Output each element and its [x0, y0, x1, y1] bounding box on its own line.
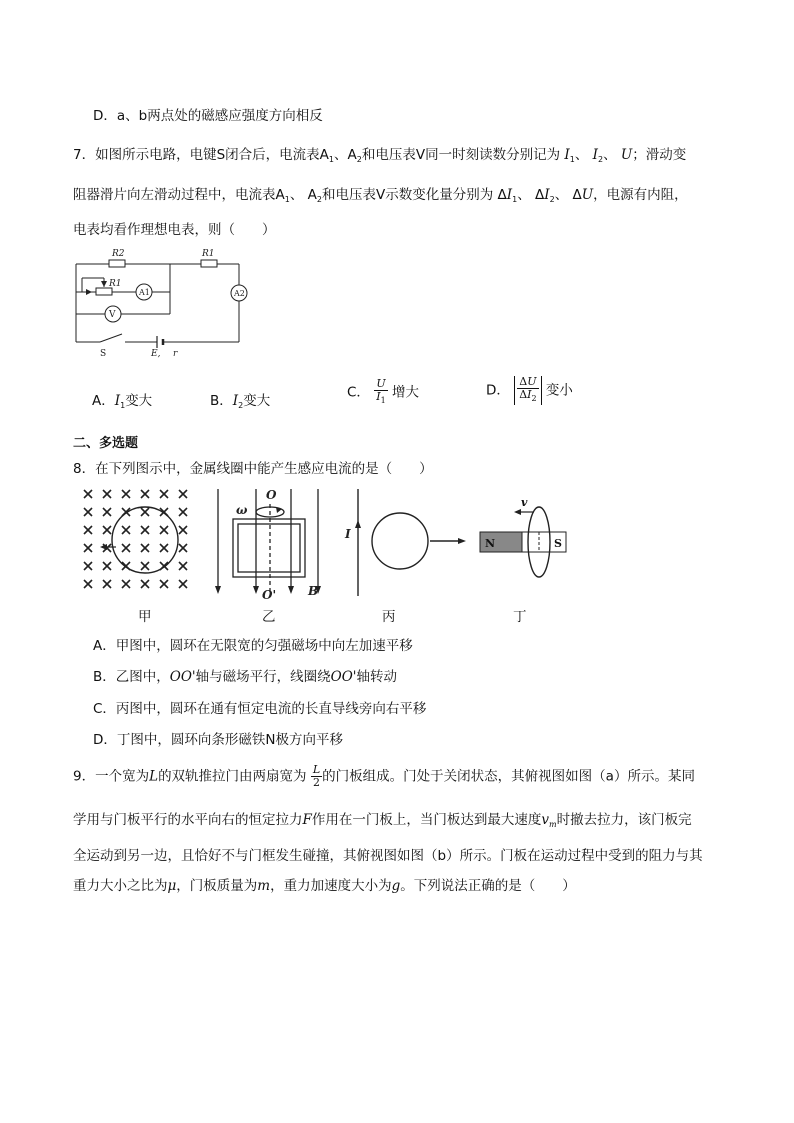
q7-option-c: C． $\frac{U}{I_1}$ 增大	[347, 377, 419, 405]
label-o: O	[266, 488, 277, 502]
q7-line-2: 阻器滑片向左滑动过程中，电流表$A_1$、 $A_2$和电压表V示数变化量分别为 $\Delta I_1$、 $\Delta I_2$、 ΔU，电源有内阻，	[73, 187, 688, 204]
label-a1: A1	[139, 288, 150, 297]
label-r1: R1	[109, 279, 122, 289]
q8-option-a: A．甲图中，圆环在无限宽的匀强磁场中向左加速平移	[93, 638, 413, 654]
caption-yi: 乙	[262, 609, 276, 625]
label-r2: R2	[112, 249, 125, 259]
figure-jia	[84, 490, 187, 588]
label-n: N	[485, 537, 496, 550]
fraction-u-over-i1: $\frac{U}{I_1}$	[376, 377, 386, 405]
q9-line-1: 9．一个宽为L的双轨推拉门由两扇宽为 $\frac{L}{2}$ 的门板组成。门处于关闭状态，其俯视图如图（a）所示。某同	[73, 763, 695, 789]
q7-line-3: 电表均看作理想电表，则（ ）	[73, 222, 276, 238]
abs-fraction-du-over-di2: $\frac{\Delta U}{\Delta I_2}$	[514, 376, 541, 405]
label-i: I	[345, 527, 351, 541]
q9-line-4: 重力大小之比为μ，门板质量为m，重力加速度大小为g。下列说法正确的是（ ）	[73, 878, 576, 894]
q7-option-b: B．$I_2$变大	[210, 393, 271, 410]
q7-circuit-diagram	[70, 244, 250, 360]
q7-option-a: A．$I_1$变大	[92, 393, 153, 410]
caption-jia: 甲	[138, 609, 152, 625]
q8-option-d: D．丁图中，圆环向条形磁铁N极方向平移	[93, 732, 343, 748]
label-r1-top: R1	[202, 249, 215, 259]
q7-line-1: 7．如图所示电路，电键S闭合后，电流表$A_1$、$A_2$和电压表V同一时刻读数分别记为 $I_1$、 $I_2$、 U；滑动变	[73, 147, 687, 164]
fraction-l-over-2: $\frac{L}{2}$	[312, 763, 321, 789]
label-v: V	[109, 310, 116, 320]
q8-option-c: C．丙图中，圆环在通有恒定电流的长直导线旁向右平移	[93, 701, 427, 717]
label-o-prime: O'	[262, 588, 277, 602]
label-e: E,	[151, 349, 161, 359]
label-b: B	[308, 584, 319, 598]
q7-option-d: D． $\frac{\Delta U}{\Delta I_2}$ 变小	[486, 375, 573, 403]
q8-stem: 8．在下列图示中，金属线圈中能产生感应电流的是（ ）	[73, 461, 433, 477]
q8-figures	[78, 484, 598, 622]
q9-line-3: 全运动到另一边，且恰好不与门框发生碰撞，其俯视图如图（b）所示。门板在运动过程中受到的阻力与其	[73, 848, 703, 864]
q9-line-2: 学用与门板平行的水平向右的恒定拉力F作用在一门板上，当门板达到最大速度$v_m$时撤去拉力，该门板完	[73, 812, 692, 829]
label-v: v	[521, 496, 528, 509]
figure-bing	[358, 489, 460, 596]
q6-option-d: D．a、b两点处的磁感应强度方向相反	[93, 108, 323, 124]
label-a2: A2	[234, 289, 245, 298]
caption-ding: 丁	[513, 609, 527, 625]
figure-yi	[218, 489, 318, 592]
label-s: S	[554, 537, 562, 550]
section-title: 二、多选题	[73, 436, 139, 451]
label-s: S	[100, 349, 107, 359]
label-omega: ω	[236, 503, 248, 517]
q8-option-b: B．乙图中，OO'轴与磁场平行，线圈绕OO'轴转动	[93, 669, 397, 685]
label-r: r	[173, 349, 178, 359]
caption-bing: 丙	[382, 609, 396, 625]
